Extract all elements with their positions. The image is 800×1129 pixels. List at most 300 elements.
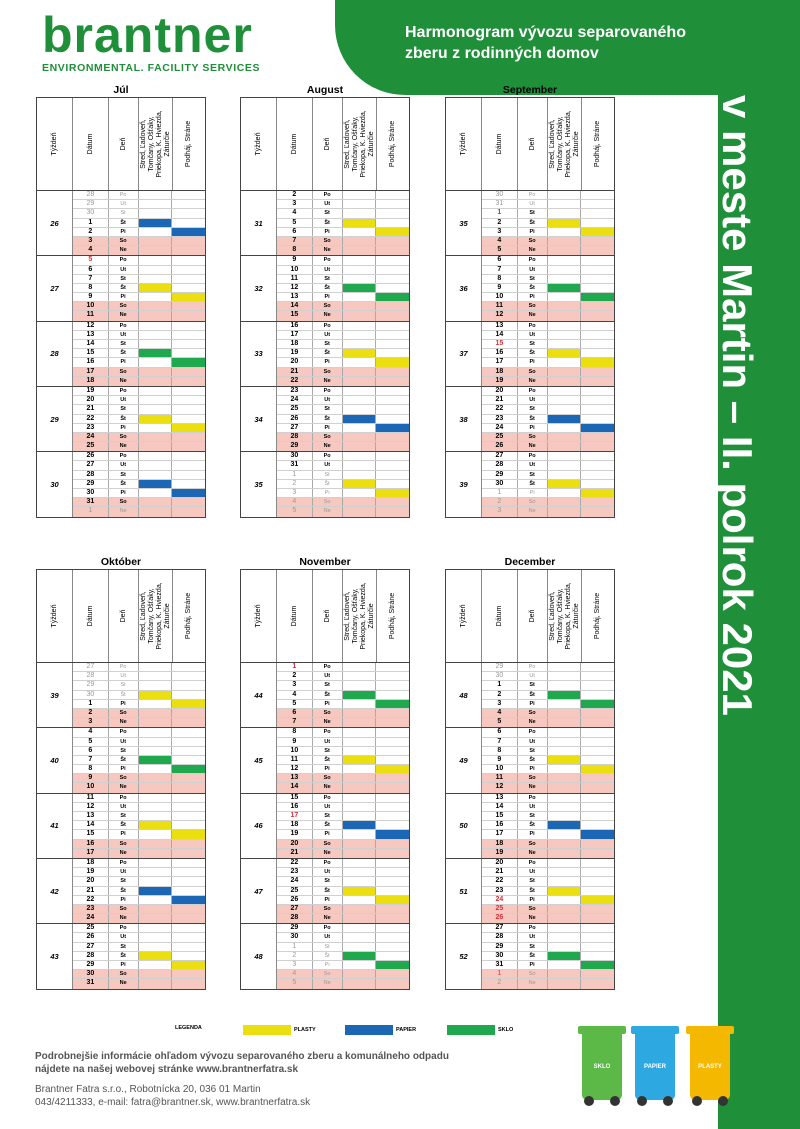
area-a-cell	[343, 700, 377, 708]
area-b-cell	[581, 387, 614, 395]
area-a-cell	[343, 424, 377, 432]
day-cell: Št	[313, 887, 343, 895]
day-cell: Št	[518, 284, 548, 292]
table-row	[482, 691, 614, 700]
date-cell: 1	[277, 471, 313, 479]
area-a-cell	[139, 331, 173, 339]
area-b-cell	[172, 396, 205, 404]
day-cell: Po	[109, 387, 139, 395]
day-cell: Ut	[518, 803, 548, 811]
date-cell: 8	[482, 275, 518, 283]
table-row	[73, 340, 205, 349]
area-b-cell	[581, 368, 614, 376]
month-0	[36, 83, 206, 518]
area-b-cell	[376, 461, 409, 469]
date-cell: 24	[482, 424, 518, 432]
table-row	[73, 663, 205, 672]
area-b-cell	[172, 794, 205, 802]
day-cell: Ne	[518, 783, 548, 792]
day-cell: So	[313, 709, 343, 717]
day-cell: Po	[518, 452, 548, 460]
table-row	[482, 700, 614, 709]
area-b-cell	[376, 905, 409, 913]
area-b-cell	[172, 219, 205, 227]
date-cell: 5	[482, 246, 518, 255]
date-cell: 1	[482, 681, 518, 689]
area-b-cell	[172, 979, 205, 988]
day-cell: So	[109, 970, 139, 978]
table-header	[241, 98, 409, 191]
legend-plasty	[243, 1025, 316, 1035]
area-a-cell	[343, 663, 377, 671]
area-b-cell	[581, 340, 614, 348]
area-b-cell	[581, 943, 614, 951]
date-cell: 5	[277, 507, 313, 516]
vertical-subtitle: Nádoby je potrebné vyložiť jeden deň pred zvozom	[683, 180, 709, 737]
area-a-cell	[343, 933, 377, 941]
area-a-cell	[343, 311, 377, 320]
legend-title	[175, 1025, 202, 1031]
area-b-cell	[172, 424, 205, 432]
month-name: Október	[100, 556, 142, 568]
table-row	[73, 812, 205, 821]
date-cell: 20	[73, 877, 109, 885]
day-cell: Pi	[313, 765, 343, 773]
area-a-cell	[139, 812, 173, 820]
area-b-cell	[581, 256, 614, 264]
area-a-cell	[343, 783, 377, 792]
table-row	[277, 415, 409, 424]
area-a-cell	[343, 979, 377, 988]
area-a-cell	[548, 924, 582, 932]
area-b-cell	[172, 349, 205, 357]
area-a-cell	[343, 377, 377, 386]
date-cell: 12	[482, 311, 518, 320]
header-area-b: Podháj, Stráne	[185, 120, 192, 168]
day-cell: St	[518, 943, 548, 951]
info-line-1: Podrobnejšie informácie ohľadom vývozu separovaného zberu a komunálneho odpadu	[35, 1051, 449, 1062]
table-row	[482, 896, 614, 905]
date-cell: 1	[482, 970, 518, 978]
day-cell: Pi	[518, 228, 548, 236]
date-cell: 8	[482, 747, 518, 755]
area-b-cell	[172, 228, 205, 236]
area-b-cell	[376, 821, 409, 829]
table-row	[277, 368, 409, 377]
area-a-cell	[548, 387, 582, 395]
date-cell: 29	[482, 471, 518, 479]
header-week: Týždeň	[37, 98, 73, 190]
table-row	[482, 663, 614, 672]
date-cell: 16	[277, 322, 313, 330]
date-cell: 13	[482, 322, 518, 330]
date-cell: 10	[482, 765, 518, 773]
date-cell: 22	[73, 415, 109, 423]
month-name: Júl	[113, 84, 129, 96]
day-cell: So	[313, 774, 343, 782]
date-cell: 25	[482, 905, 518, 913]
table-row	[482, 765, 614, 774]
month-table	[445, 569, 615, 990]
area-a-cell	[548, 415, 582, 423]
area-b-cell	[172, 803, 205, 811]
day-cell: Po	[518, 728, 548, 736]
legend-swatch-yellow	[243, 1025, 291, 1035]
area-a-cell	[139, 442, 173, 451]
table-row	[73, 275, 205, 284]
area-a-cell	[139, 415, 173, 423]
area-a-cell	[139, 859, 173, 867]
area-a-cell	[343, 302, 377, 310]
date-cell: 27	[482, 452, 518, 460]
area-b-cell	[581, 933, 614, 941]
area-b-cell	[581, 209, 614, 217]
area-b-cell	[581, 840, 614, 848]
date-cell: 27	[482, 924, 518, 932]
area-b-cell	[376, 349, 409, 357]
area-a-cell	[343, 896, 377, 904]
area-b-cell	[376, 246, 409, 255]
table-row	[277, 349, 409, 358]
area-a-cell	[343, 228, 377, 236]
header-date: Dátum	[482, 98, 518, 190]
date-cell: 13	[73, 812, 109, 820]
date-cell: 28	[73, 952, 109, 960]
area-b-cell	[581, 774, 614, 782]
day-cell: Ut	[518, 461, 548, 469]
header-area-b: Podháj, Stráne	[594, 592, 601, 640]
day-cell: Po	[518, 191, 548, 199]
week-number: 28	[37, 322, 73, 386]
day-cell: Št	[109, 821, 139, 829]
area-b-cell	[172, 498, 205, 506]
header-date: Dátum	[482, 570, 518, 662]
date-cell: 29	[482, 943, 518, 951]
table-row	[482, 794, 614, 803]
table-row	[277, 498, 409, 507]
area-b-cell	[172, 887, 205, 895]
area-a-cell	[139, 961, 173, 969]
day-cell: Ne	[109, 914, 139, 923]
table-row	[482, 340, 614, 349]
table-row	[73, 868, 205, 877]
area-b-cell	[376, 377, 409, 386]
table-row	[277, 209, 409, 218]
table-row	[73, 331, 205, 340]
week-block	[37, 663, 205, 728]
week-block	[446, 924, 614, 988]
area-b-cell	[172, 461, 205, 469]
day-cell: St	[313, 275, 343, 283]
area-a-cell	[343, 765, 377, 773]
area-b-cell	[376, 237, 409, 245]
day-cell: St	[313, 209, 343, 217]
date-cell: 23	[277, 868, 313, 876]
table-row	[73, 756, 205, 765]
day-cell: So	[109, 840, 139, 848]
week-block	[241, 387, 409, 452]
table-row	[277, 302, 409, 311]
date-cell: 21	[73, 405, 109, 413]
area-a-cell	[343, 331, 377, 339]
area-b-cell	[376, 747, 409, 755]
date-cell: 21	[482, 868, 518, 876]
area-b-cell	[376, 387, 409, 395]
area-a-cell	[548, 433, 582, 441]
area-a-cell	[139, 349, 173, 357]
area-b-cell	[376, 681, 409, 689]
header-date: Dátum	[73, 98, 109, 190]
area-a-cell	[548, 209, 582, 217]
area-a-cell	[343, 924, 377, 932]
day-cell: Po	[109, 794, 139, 802]
table-row	[73, 961, 205, 970]
area-a-cell	[139, 452, 173, 460]
day-cell: Pi	[109, 765, 139, 773]
area-a-cell	[343, 433, 377, 441]
area-a-cell	[343, 812, 377, 820]
header-week: Týždeň	[241, 570, 277, 662]
area-a-cell	[548, 461, 582, 469]
date-cell: 15	[277, 794, 313, 802]
table-row	[482, 209, 614, 218]
day-cell: Št	[313, 821, 343, 829]
date-cell: 2	[482, 979, 518, 988]
area-b-cell	[376, 396, 409, 404]
area-a-cell	[548, 442, 582, 451]
footer-address	[35, 1083, 595, 1109]
table-row	[277, 830, 409, 839]
area-b-cell	[172, 914, 205, 923]
day-cell: Št	[518, 691, 548, 699]
area-a-cell	[139, 709, 173, 717]
day-cell: Ne	[109, 507, 139, 516]
table-row	[73, 691, 205, 700]
area-b-cell	[581, 228, 614, 236]
table-row	[482, 480, 614, 489]
date-cell: 4	[73, 728, 109, 736]
date-cell: 29	[73, 961, 109, 969]
week-number: 39	[446, 452, 482, 516]
area-a-cell	[139, 237, 173, 245]
area-b-cell	[172, 756, 205, 764]
date-cell: 2	[73, 709, 109, 717]
date-cell: 30	[482, 672, 518, 680]
day-cell: So	[518, 774, 548, 782]
date-cell: 25	[73, 442, 109, 451]
day-cell: St	[109, 275, 139, 283]
area-b-cell	[376, 507, 409, 516]
day-cell: Ne	[109, 442, 139, 451]
table-row	[73, 794, 205, 803]
table-row	[73, 387, 205, 396]
date-cell: 6	[482, 256, 518, 264]
day-cell: Ne	[313, 442, 343, 451]
area-b-cell	[376, 284, 409, 292]
area-b-cell	[376, 924, 409, 932]
date-cell: 17	[73, 368, 109, 376]
table-row	[482, 681, 614, 690]
table-row	[73, 219, 205, 228]
area-b-cell	[581, 311, 614, 320]
day-cell: St	[109, 471, 139, 479]
area-b-cell	[172, 302, 205, 310]
area-b-cell	[172, 859, 205, 867]
table-row	[482, 774, 614, 783]
table-row	[277, 905, 409, 914]
area-b-cell	[172, 830, 205, 838]
day-cell: Ut	[518, 672, 548, 680]
day-cell: Ne	[109, 849, 139, 858]
day-cell: So	[109, 905, 139, 913]
area-a-cell	[548, 952, 582, 960]
date-cell: 11	[73, 311, 109, 320]
day-cell: Pi	[313, 489, 343, 497]
week-block	[37, 322, 205, 387]
date-cell: 29	[277, 924, 313, 932]
table-row	[73, 377, 205, 386]
day-cell: Pi	[313, 228, 343, 236]
date-cell: 19	[482, 849, 518, 858]
area-b-cell	[376, 709, 409, 717]
date-cell: 3	[482, 700, 518, 708]
table-row	[482, 237, 614, 246]
day-cell: St	[109, 943, 139, 951]
date-cell: 15	[73, 830, 109, 838]
area-a-cell	[548, 830, 582, 838]
area-b-cell	[172, 200, 205, 208]
area-a-cell	[343, 480, 377, 488]
area-a-cell	[548, 979, 582, 988]
area-b-cell	[376, 979, 409, 988]
area-a-cell	[548, 794, 582, 802]
day-cell: St	[518, 209, 548, 217]
day-cell: Ut	[313, 200, 343, 208]
table-row	[482, 442, 614, 451]
day-cell: So	[109, 709, 139, 717]
day-cell: Št	[313, 756, 343, 764]
date-cell: 10	[277, 266, 313, 274]
area-a-cell	[343, 952, 377, 960]
area-a-cell	[139, 914, 173, 923]
date-cell: 30	[73, 489, 109, 497]
area-b-cell	[376, 442, 409, 451]
area-b-cell	[172, 209, 205, 217]
date-cell: 26	[482, 442, 518, 451]
table-row	[482, 405, 614, 414]
area-a-cell	[139, 700, 173, 708]
date-cell: 14	[277, 783, 313, 792]
day-cell: St	[313, 405, 343, 413]
date-cell: 11	[482, 302, 518, 310]
area-a-cell	[139, 480, 173, 488]
area-b-cell	[376, 738, 409, 746]
day-cell: Po	[313, 387, 343, 395]
area-a-cell	[548, 396, 582, 404]
week-number: 34	[241, 387, 277, 451]
day-cell: Pi	[518, 830, 548, 838]
table-row	[277, 663, 409, 672]
area-b-cell	[581, 765, 614, 773]
day-cell: Št	[109, 887, 139, 895]
day-cell: St	[313, 877, 343, 885]
day-cell: Ut	[313, 803, 343, 811]
day-cell: Ut	[518, 933, 548, 941]
area-a-cell	[343, 368, 377, 376]
day-cell: Pi	[518, 489, 548, 497]
area-a-cell	[343, 246, 377, 255]
date-cell: 22	[482, 405, 518, 413]
date-cell: 7	[277, 718, 313, 727]
area-b-cell	[172, 943, 205, 951]
month-5	[445, 555, 615, 990]
table-row	[482, 812, 614, 821]
area-b-cell	[581, 442, 614, 451]
table-row	[277, 672, 409, 681]
bin-plasty-icon	[688, 1026, 732, 1106]
date-cell: 11	[277, 756, 313, 764]
table-row	[73, 302, 205, 311]
date-cell: 28	[277, 914, 313, 923]
area-b-cell	[581, 424, 614, 432]
day-cell: Ne	[518, 979, 548, 988]
day-cell: So	[313, 237, 343, 245]
header-week: Týždeň	[446, 98, 482, 190]
area-a-cell	[139, 396, 173, 404]
day-cell: Ut	[109, 868, 139, 876]
area-a-cell	[548, 887, 582, 895]
area-b-cell	[376, 663, 409, 671]
area-a-cell	[343, 747, 377, 755]
area-a-cell	[343, 877, 377, 885]
week-number: 31	[241, 191, 277, 255]
day-cell: So	[109, 774, 139, 782]
area-b-cell	[581, 849, 614, 858]
day-cell: So	[518, 302, 548, 310]
day-cell: Ne	[518, 507, 548, 516]
area-a-cell	[548, 219, 582, 227]
day-cell: St	[109, 209, 139, 217]
brantner-logo	[42, 7, 261, 74]
week-number: 47	[241, 859, 277, 923]
week-number: 50	[446, 794, 482, 858]
table-row	[482, 783, 614, 792]
area-b-cell	[581, 507, 614, 516]
area-b-cell	[581, 266, 614, 274]
area-a-cell	[139, 284, 173, 292]
date-cell: 25	[277, 405, 313, 413]
week-number: 51	[446, 859, 482, 923]
table-row	[73, 765, 205, 774]
table-row	[482, 311, 614, 320]
table-row	[73, 209, 205, 218]
area-a-cell	[548, 709, 582, 717]
area-a-cell	[343, 209, 377, 217]
area-a-cell	[139, 738, 173, 746]
day-cell: St	[313, 681, 343, 689]
day-cell: Št	[518, 480, 548, 488]
area-a-cell	[548, 349, 582, 357]
table-row	[482, 498, 614, 507]
logo-word: brantner	[42, 7, 253, 63]
area-a-cell	[548, 200, 582, 208]
area-b-cell	[376, 415, 409, 423]
area-a-cell	[548, 237, 582, 245]
table-row	[73, 700, 205, 709]
area-a-cell	[548, 914, 582, 923]
area-a-cell	[139, 924, 173, 932]
area-b-cell	[172, 266, 205, 274]
